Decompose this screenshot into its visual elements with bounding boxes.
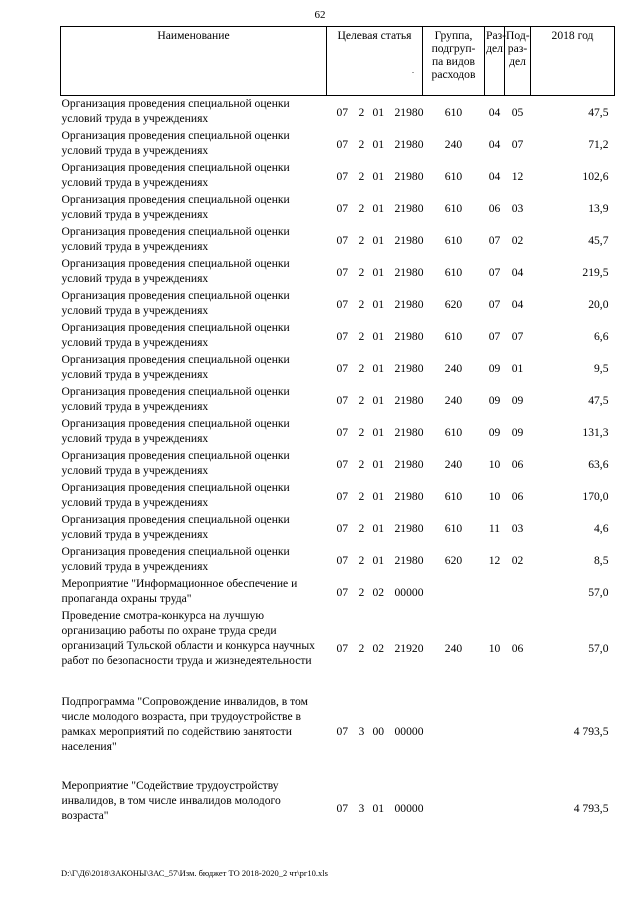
- code-part: 3: [358, 801, 365, 815]
- header-subsection: [505, 27, 531, 96]
- code-part: 2: [358, 169, 365, 183]
- code-part: 02: [372, 585, 385, 599]
- table-row: [61, 544, 615, 576]
- table-row: [61, 224, 615, 256]
- code-part: 2: [358, 297, 365, 311]
- table-row: [61, 256, 615, 288]
- row-section: [485, 576, 505, 608]
- row-group: 610: [444, 105, 463, 119]
- row-target-code: [327, 128, 423, 160]
- row-amount: 4 793,5: [573, 801, 609, 815]
- code-part: 21980: [394, 105, 424, 119]
- code-part: 21980: [394, 425, 424, 439]
- row-subsection: 03: [511, 201, 524, 215]
- row-name: Организация проведения специальной оценки условий труда в учреждениях: [61, 417, 290, 445]
- table-row: [61, 608, 615, 688]
- code-part: 21980: [394, 329, 424, 343]
- row-amount: 71,2: [588, 137, 609, 151]
- row-group: 240: [444, 393, 463, 407]
- row-section: 10: [488, 489, 501, 503]
- code-part: 01: [372, 801, 385, 815]
- code-part: 01: [372, 201, 385, 215]
- code-part: 2: [358, 105, 365, 119]
- row-name: Организация проведения специальной оценки условий труда в учреждениях: [61, 353, 290, 381]
- row-target-code: [327, 384, 423, 416]
- header-group-line: Группа,: [434, 29, 473, 42]
- row-name: Мероприятие "Содействие трудоустройству инвалидов, в том числе инвалидов молодого возраста": [61, 779, 281, 822]
- row-section: 09: [488, 361, 501, 375]
- row-amount: 20,0: [588, 297, 609, 311]
- code-part: 07: [336, 233, 349, 247]
- code-part: 2: [358, 553, 365, 567]
- row-amount: 57,0: [588, 641, 609, 655]
- row-group: 610: [444, 521, 463, 535]
- table-row: [61, 160, 615, 192]
- row-target-code: [327, 448, 423, 480]
- code-part: 21980: [394, 265, 424, 279]
- code-part: 21920: [394, 641, 424, 655]
- code-part: 01: [372, 361, 385, 375]
- code-part: 2: [358, 425, 365, 439]
- code-part: 01: [372, 105, 385, 119]
- table-row: [61, 448, 615, 480]
- row-section: 07: [488, 265, 501, 279]
- row-group: 610: [444, 233, 463, 247]
- table-row: [61, 288, 615, 320]
- row-subsection: 06: [511, 489, 524, 503]
- row-target-code: [327, 774, 423, 842]
- code-part: 21980: [394, 233, 424, 247]
- row-amount: 9,5: [594, 361, 609, 375]
- row-group: 240: [444, 361, 463, 375]
- table-row: [61, 480, 615, 512]
- header-year: 2018 год: [531, 27, 615, 96]
- row-name: Организация проведения специальной оценки условий труда в учреждениях: [61, 193, 290, 221]
- row-amount: 131,3: [582, 425, 609, 439]
- code-part: 07: [336, 137, 349, 151]
- row-name: Организация проведения специальной оценки условий труда в учреждениях: [61, 385, 290, 413]
- row-amount: 47,5: [588, 393, 609, 407]
- header-target: Целевая статья: [327, 27, 423, 96]
- code-part: 01: [372, 137, 385, 151]
- code-part: 21980: [394, 489, 424, 503]
- code-part: 2: [358, 201, 365, 215]
- row-name: Организация проведения специальной оценки условий труда в учреждениях: [61, 225, 290, 253]
- code-part: 00: [372, 724, 385, 738]
- row-subsection: 07: [511, 137, 524, 151]
- row-subsection: [505, 688, 531, 774]
- header-section-line: дел: [486, 42, 503, 55]
- row-target-code: [327, 608, 423, 688]
- budget-table: [60, 26, 615, 842]
- header-section: [485, 27, 505, 96]
- header-group: [423, 27, 485, 96]
- row-group: 610: [444, 329, 463, 343]
- code-part: 07: [336, 361, 349, 375]
- row-name: Мероприятие "Информационное обеспечение и пропаганда охраны труда": [61, 577, 298, 605]
- row-section: [485, 774, 505, 842]
- row-subsection: 02: [511, 553, 524, 567]
- row-target-code: [327, 256, 423, 288]
- row-target-code: [327, 544, 423, 576]
- row-target-code: [327, 160, 423, 192]
- row-subsection: 03: [511, 521, 524, 535]
- table-row: [61, 774, 615, 842]
- row-name: Организация проведения специальной оценки условий труда в учреждениях: [61, 449, 290, 477]
- page-number: 62: [314, 9, 326, 21]
- row-group: 610: [444, 169, 463, 183]
- header-section-line: Раз-: [486, 29, 507, 42]
- row-section: [485, 688, 505, 774]
- code-part: 07: [336, 553, 349, 567]
- code-part: 07: [336, 457, 349, 471]
- code-part: 01: [372, 329, 385, 343]
- code-part: 07: [336, 265, 349, 279]
- code-part: 2: [358, 393, 365, 407]
- row-subsection: [505, 774, 531, 842]
- code-part: 07: [336, 105, 349, 119]
- table-row: [61, 512, 615, 544]
- code-part: 00000: [394, 801, 424, 815]
- code-part: 21980: [394, 297, 424, 311]
- code-part: 07: [336, 585, 349, 599]
- row-amount: 57,0: [588, 585, 609, 599]
- row-section: 07: [488, 329, 501, 343]
- table-row: [61, 576, 615, 608]
- code-part: 01: [372, 233, 385, 247]
- header-group-line: па видов: [431, 55, 476, 68]
- code-part: 2: [358, 457, 365, 471]
- code-part: 21980: [394, 521, 424, 535]
- row-amount: 4,6: [594, 521, 609, 535]
- row-name: Организация проведения специальной оценки условий труда в учреждениях: [61, 513, 290, 541]
- row-target-code: [327, 688, 423, 774]
- row-subsection: 04: [511, 297, 524, 311]
- row-subsection: 09: [511, 425, 524, 439]
- code-part: 21980: [394, 201, 424, 215]
- code-part: 2: [358, 329, 365, 343]
- row-subsection: 12: [511, 169, 524, 183]
- code-part: 01: [372, 265, 385, 279]
- row-target-code: [327, 512, 423, 544]
- code-part: 21980: [394, 361, 424, 375]
- table-row: [61, 128, 615, 160]
- code-part: 07: [336, 393, 349, 407]
- code-part: 07: [336, 641, 349, 655]
- code-part: 2: [358, 585, 365, 599]
- row-amount: 8,5: [594, 553, 609, 567]
- row-subsection: 01: [511, 361, 524, 375]
- row-amount: 6,6: [594, 329, 609, 343]
- tick-mark: .: [412, 66, 414, 75]
- code-part: 07: [336, 297, 349, 311]
- code-part: 00000: [394, 585, 424, 599]
- row-group: 240: [444, 137, 463, 151]
- row-target-code: [327, 480, 423, 512]
- row-section: 07: [488, 233, 501, 247]
- row-group: 240: [444, 641, 463, 655]
- row-amount: 47,5: [588, 105, 609, 119]
- row-group: 610: [444, 489, 463, 503]
- row-name: Организация проведения специальной оценки условий труда в учреждениях: [61, 289, 290, 317]
- row-group: 610: [444, 265, 463, 279]
- row-name: Подпрограмма "Сопровождение инвалидов, в том числе молодого возраста, при трудоустройстве в рамках мероприятий по содействию занятости населения": [61, 695, 308, 753]
- row-target-code: [327, 96, 423, 129]
- row-subsection: 04: [511, 265, 524, 279]
- table-row: [61, 352, 615, 384]
- table-row: [61, 192, 615, 224]
- table-header: [61, 27, 615, 96]
- row-target-code: [327, 352, 423, 384]
- code-part: 2: [358, 489, 365, 503]
- code-part: 21980: [394, 137, 424, 151]
- row-amount: 13,9: [588, 201, 609, 215]
- code-part: 07: [336, 489, 349, 503]
- row-name: Организация проведения специальной оценки условий труда в учреждениях: [61, 161, 290, 189]
- header-subsection-line: дел: [509, 55, 526, 68]
- code-part: 2: [358, 521, 365, 535]
- row-section: 11: [488, 521, 501, 535]
- code-part: 01: [372, 425, 385, 439]
- header-subsection-line: раз-: [507, 42, 528, 55]
- row-target-code: [327, 224, 423, 256]
- code-part: 07: [336, 329, 349, 343]
- row-subsection: 06: [511, 457, 524, 471]
- code-part: 21980: [394, 393, 424, 407]
- row-subsection: 05: [511, 105, 524, 119]
- row-section: 10: [488, 641, 501, 655]
- row-section: 09: [488, 393, 501, 407]
- code-part: 07: [336, 801, 349, 815]
- row-name: Организация проведения специальной оценки условий труда в учреждениях: [61, 257, 290, 285]
- code-part: 07: [336, 724, 349, 738]
- row-name: Проведение смотра-конкурса на лучшую организацию работы по охране труда среди организаций Тульской области и конкурса научных работ по безопасности труда и жизнедеятельности: [61, 609, 315, 667]
- code-part: 2: [358, 265, 365, 279]
- row-subsection: 07: [511, 329, 524, 343]
- row-section: 07: [488, 297, 501, 311]
- row-amount: 45,7: [588, 233, 609, 247]
- table-row: [61, 384, 615, 416]
- code-part: 07: [336, 201, 349, 215]
- code-part: 21980: [394, 553, 424, 567]
- code-part: 2: [358, 137, 365, 151]
- code-part: 21980: [394, 169, 424, 183]
- row-group: 620: [444, 297, 463, 311]
- table-row: [61, 320, 615, 352]
- row-section: 04: [488, 169, 501, 183]
- code-part: 02: [372, 641, 385, 655]
- row-group: [423, 774, 485, 842]
- row-section: 04: [488, 105, 501, 119]
- row-section: 09: [488, 425, 501, 439]
- header-group-line: расходов: [431, 68, 476, 81]
- row-subsection: 09: [511, 393, 524, 407]
- row-amount: 170,0: [582, 489, 609, 503]
- header-name: Наименование: [61, 27, 327, 96]
- table-row: [61, 416, 615, 448]
- row-group: [423, 576, 485, 608]
- row-section: 04: [488, 137, 501, 151]
- header-group-line: подгруп-: [431, 42, 476, 55]
- code-part: 2: [358, 361, 365, 375]
- row-name: Организация проведения специальной оценки условий труда в учреждениях: [61, 545, 290, 573]
- table-body: [61, 96, 615, 843]
- row-section: 10: [488, 457, 501, 471]
- code-part: 01: [372, 169, 385, 183]
- code-part: 07: [336, 521, 349, 535]
- code-part: 2: [358, 641, 365, 655]
- code-part: 01: [372, 297, 385, 311]
- row-target-code: [327, 416, 423, 448]
- row-section: 06: [488, 201, 501, 215]
- table-row: [61, 688, 615, 774]
- code-part: 2: [358, 233, 365, 247]
- row-amount: 219,5: [582, 265, 609, 279]
- code-part: 01: [372, 489, 385, 503]
- row-name: Организация проведения специальной оценки условий труда в учреждениях: [61, 129, 290, 157]
- code-part: 07: [336, 425, 349, 439]
- row-subsection: [505, 576, 531, 608]
- row-group: 610: [444, 425, 463, 439]
- table-row: [61, 96, 615, 129]
- code-part: 3: [358, 724, 365, 738]
- row-group: 240: [444, 457, 463, 471]
- row-target-code: [327, 320, 423, 352]
- row-group: 610: [444, 201, 463, 215]
- row-amount: 4 793,5: [573, 724, 609, 738]
- file-path-footer: D:\Г\Д6\2018\ЗАКОНЫ\ЗАС_57\Изм. бюджет ТО 2018-2020_2 чт\рг10.xls: [61, 868, 328, 878]
- code-part: 01: [372, 457, 385, 471]
- row-amount: 63,6: [588, 457, 609, 471]
- row-target-code: [327, 288, 423, 320]
- row-group: [423, 688, 485, 774]
- row-target-code: [327, 576, 423, 608]
- row-subsection: 06: [511, 641, 524, 655]
- row-group: 620: [444, 553, 463, 567]
- row-section: 12: [488, 553, 501, 567]
- row-amount: 102,6: [582, 169, 609, 183]
- code-part: 01: [372, 553, 385, 567]
- code-part: 21980: [394, 457, 424, 471]
- code-part: 00000: [394, 724, 424, 738]
- row-target-code: [327, 192, 423, 224]
- row-name: Организация проведения специальной оценки условий труда в учреждениях: [61, 481, 290, 509]
- code-part: 01: [372, 393, 385, 407]
- row-name: Организация проведения специальной оценки условий труда в учреждениях: [61, 97, 290, 125]
- row-name: Организация проведения специальной оценки условий труда в учреждениях: [61, 321, 290, 349]
- code-part: 01: [372, 521, 385, 535]
- code-part: 07: [336, 169, 349, 183]
- header-subsection-line: Под-: [506, 29, 530, 42]
- row-subsection: 02: [511, 233, 524, 247]
